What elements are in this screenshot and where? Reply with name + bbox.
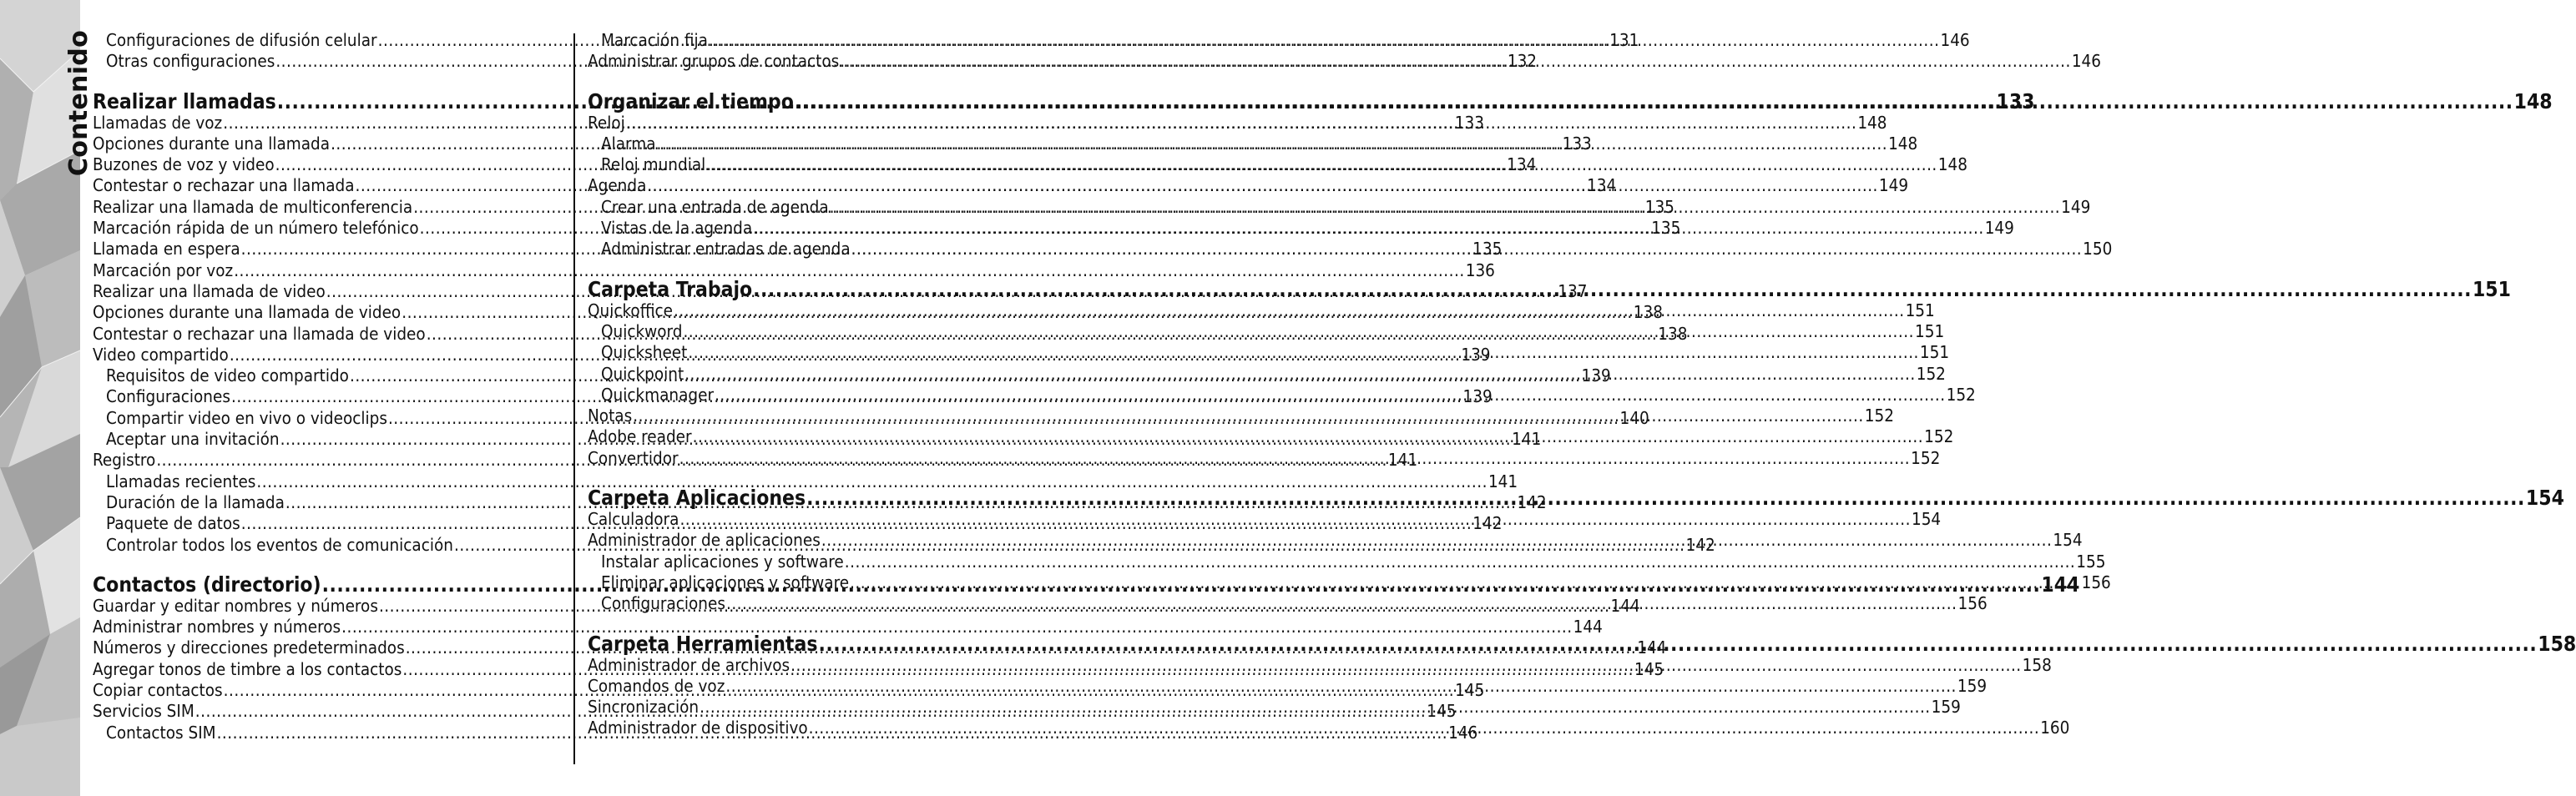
chapter-title: Contenido bbox=[64, 30, 93, 177]
toc-entry-page: 148 bbox=[1888, 133, 1918, 154]
toc-entry bbox=[93, 617, 1603, 637]
toc-entry-title: Carpeta Herramientas bbox=[588, 631, 818, 656]
toc-entry-page: 159 bbox=[1957, 675, 1988, 696]
toc-entry-title: Llamadas recientes bbox=[106, 471, 256, 491]
dot-leader bbox=[633, 406, 1864, 426]
toc-entry bbox=[93, 471, 1518, 492]
dot-leader bbox=[647, 175, 1878, 196]
toc-entry-title: Comandos de voz bbox=[588, 675, 725, 696]
toc-entry-page: 152 bbox=[1946, 384, 1976, 405]
toc-entry-title: Contactos SIM bbox=[106, 722, 216, 743]
toc-entry-page: 154 bbox=[2053, 530, 2083, 551]
toc-entry-page: 144 bbox=[1610, 595, 1640, 616]
dot-leader bbox=[683, 321, 1914, 342]
toc-entry-page: 149 bbox=[2061, 196, 2091, 217]
toc-entry-page: 141 bbox=[1512, 429, 1542, 450]
toc-entry-page: 138 bbox=[1658, 323, 1688, 344]
dot-leader bbox=[795, 88, 2513, 113]
toc-entry-page: 145 bbox=[1455, 680, 1485, 701]
toc-entry-title: Configuraciones bbox=[106, 386, 230, 407]
toc-entry-title: Contestar o rechazar una llamada de video bbox=[93, 323, 426, 344]
toc-entry-page: 133 bbox=[1454, 112, 1484, 133]
dot-leader bbox=[679, 448, 1911, 469]
dot-leader bbox=[626, 113, 1857, 134]
toc-entry-page: 148 bbox=[1857, 112, 1887, 133]
dot-leader bbox=[840, 51, 2071, 72]
toc-entry-title: Aceptar una invitación bbox=[106, 429, 280, 450]
toc-entry-title: Calculadora bbox=[588, 509, 679, 530]
toc-entry-title: Instalar aplicaciones y software bbox=[601, 551, 844, 572]
toc-entry-page: 150 bbox=[2083, 239, 2113, 259]
dot-leader bbox=[830, 197, 2061, 218]
dot-leader bbox=[790, 655, 2022, 676]
toc-entry-page: 145 bbox=[1634, 658, 1664, 679]
dot-leader bbox=[845, 552, 2076, 572]
dot-leader bbox=[821, 530, 2053, 551]
toc-entry-title: Vistas de la agenda bbox=[601, 218, 753, 239]
toc-entry-page: 133 bbox=[1996, 88, 2035, 113]
toc-entry-title: Marcación rápida de un número telefónico bbox=[93, 218, 419, 239]
toc-entry-title: Administrador de archivos bbox=[588, 654, 790, 675]
toc-entry-title: Configuraciones bbox=[601, 593, 725, 614]
toc-entry-title: Administrar entradas de agenda bbox=[601, 239, 851, 259]
toc-entry-page: 146 bbox=[2071, 51, 2102, 72]
toc-entry-title: Opciones durante una llamada bbox=[93, 133, 331, 154]
toc-entry-title: Video compartido bbox=[93, 344, 229, 365]
toc-entry-page: 154 bbox=[1911, 509, 1942, 530]
dot-leader bbox=[851, 239, 2083, 259]
dot-leader bbox=[657, 134, 1888, 154]
toc-entry-title: Guardar y editar nombres y números bbox=[93, 595, 378, 616]
toc-entry-page: 158 bbox=[2022, 654, 2052, 675]
toc-entry-title: Paquete de datos bbox=[106, 513, 240, 534]
dot-leader bbox=[715, 385, 1946, 406]
toc-entry-page: 145 bbox=[1427, 701, 1457, 722]
toc-entry-page: 142 bbox=[1472, 513, 1503, 534]
toc-entry-page: 135 bbox=[1472, 239, 1503, 259]
toc-entry-page: 140 bbox=[1619, 407, 1649, 428]
dot-leader bbox=[709, 30, 1940, 51]
dot-leader bbox=[700, 697, 1931, 718]
toc-entry-page: 138 bbox=[1633, 302, 1663, 323]
toc-entry-title: Quicksheet bbox=[601, 342, 688, 363]
toc-entry-title: Marcación fija bbox=[601, 30, 708, 50]
dot-leader bbox=[725, 676, 1957, 697]
toc-entry-page: 132 bbox=[1507, 51, 1538, 72]
toc-entry-title: Organizar el tiempo bbox=[588, 88, 794, 113]
dot-leader bbox=[726, 593, 1957, 614]
toc-entry-page: 151 bbox=[1914, 320, 1945, 341]
toc-entry-page: 156 bbox=[1957, 593, 1988, 614]
dot-leader bbox=[753, 279, 2472, 300]
toc-entry-title: Alarma bbox=[601, 133, 656, 154]
toc-entry-page: 149 bbox=[1878, 175, 1909, 196]
toc-entry-title: Buzones de voz y video bbox=[93, 154, 275, 175]
toc-entry-page: 154 bbox=[2525, 486, 2564, 511]
toc-entry-page: 136 bbox=[1465, 259, 1495, 280]
toc-entry-title: Llamadas de voz bbox=[93, 112, 223, 133]
toc-entry-title: Carpeta Trabajo bbox=[588, 276, 753, 301]
toc-entry-page: 142 bbox=[1517, 491, 1547, 512]
toc-entry-page: 152 bbox=[1916, 363, 1946, 384]
toc-entry-page: 146 bbox=[1940, 30, 1970, 50]
toc-entry-page: 152 bbox=[1864, 406, 1894, 426]
toc-entry-title: Configuraciones de difusión celular bbox=[106, 30, 377, 50]
toc-entry-title: Quickmanager bbox=[601, 384, 715, 405]
toc-entry-page: 151 bbox=[2472, 276, 2511, 301]
toc-entry-page: 151 bbox=[1905, 300, 1935, 320]
toc-entry-page: 134 bbox=[1507, 154, 1537, 175]
toc-entry-title: Registro bbox=[93, 450, 156, 471]
toc-entry-title: Agenda bbox=[588, 175, 647, 196]
toc-entry-page: 137 bbox=[1558, 280, 1588, 301]
toc-entry-page: 139 bbox=[1462, 386, 1493, 407]
toc-entry-title: Adobe reader bbox=[588, 426, 692, 447]
toc-entry-title: Sincronización bbox=[588, 697, 700, 718]
toc-entry-title: Marcación por voz bbox=[93, 259, 234, 280]
toc-entry-title: Realizar llamadas bbox=[93, 88, 276, 113]
toc-entry-title: Servicios SIM bbox=[93, 701, 194, 722]
toc-entry bbox=[93, 259, 1495, 281]
toc-entry-page: 159 bbox=[1931, 697, 1961, 718]
toc-entry-title: Notas bbox=[588, 406, 633, 426]
toc-entry-title: Contactos (directorio) bbox=[93, 572, 321, 597]
toc-entry bbox=[588, 551, 2106, 572]
chapter-sidebar bbox=[0, 0, 93, 796]
dot-leader bbox=[674, 300, 1905, 321]
toc-entry-page: 152 bbox=[1911, 447, 1941, 468]
toc-entry-page: 131 bbox=[1609, 30, 1639, 50]
toc-entry-title: Números y direcciones predeterminados bbox=[93, 637, 405, 658]
toc-entry-title: Requisitos de video compartido bbox=[106, 365, 349, 386]
dot-leader bbox=[809, 718, 2040, 738]
toc-entry-title: Compartir video en vivo o videoclips bbox=[106, 407, 387, 428]
toc-entry-page: 155 bbox=[2076, 551, 2106, 572]
toc-entry-page: 141 bbox=[1387, 450, 1418, 471]
toc-entry-page: 156 bbox=[2081, 572, 2111, 592]
toc-entry-page: 133 bbox=[1562, 133, 1592, 154]
toc-entry-title: Administrador de dispositivo bbox=[588, 718, 808, 738]
toc-entry-title: Duración de la llamada bbox=[106, 491, 285, 512]
toc-entry-title: Convertidor bbox=[588, 447, 679, 468]
dot-leader bbox=[679, 509, 1911, 530]
toc-entry-page: 148 bbox=[2513, 88, 2553, 113]
column-divider bbox=[573, 33, 575, 764]
toc-entry-page: 152 bbox=[1924, 426, 1954, 447]
dot-leader bbox=[693, 426, 1924, 447]
toc-entry-title: Realizar una llamada de multiconferencia bbox=[93, 196, 413, 217]
toc-entry-title: Contestar o rechazar una llamada bbox=[93, 175, 355, 196]
toc-entry-title: Eliminar aplicaciones y software bbox=[601, 572, 850, 592]
toc-entry-page: 144 bbox=[1573, 617, 1603, 637]
toc-entry-title: Quickoffice bbox=[588, 300, 674, 320]
toc-entry-page: 142 bbox=[1685, 534, 1715, 555]
toc-entry-title: Quickpoint bbox=[601, 363, 684, 384]
toc-entry-title: Copiar contactos bbox=[93, 680, 223, 701]
toc-entry-title: Reloj mundial bbox=[601, 154, 706, 175]
toc-entry-title: Controlar todos los eventos de comunicación bbox=[106, 534, 453, 555]
dot-leader bbox=[753, 218, 1984, 239]
toc-entry-page: 160 bbox=[2040, 718, 2070, 738]
dot-leader bbox=[850, 572, 2081, 593]
toc-entry-page: 146 bbox=[1448, 722, 1478, 743]
toc-entry-title: Administrar grupos de contactos bbox=[588, 51, 840, 72]
toc-entry-page: 134 bbox=[1587, 175, 1617, 196]
toc-entry-page: 149 bbox=[1984, 218, 2014, 239]
toc-entry-page: 144 bbox=[1637, 637, 1667, 658]
toc-entry-page: 139 bbox=[1581, 365, 1611, 386]
toc-entry-title: Otras configuraciones bbox=[106, 51, 275, 72]
toc-entry-page: 135 bbox=[1644, 196, 1674, 217]
toc-entry-title: Llamada en espera bbox=[93, 239, 240, 259]
toc-entry-page: 141 bbox=[1488, 471, 1518, 491]
toc-entry-title: Crear una entrada de agenda bbox=[601, 196, 829, 217]
toc-entry-page: 144 bbox=[2041, 572, 2080, 597]
toc-entry-title: Administrador de aplicaciones bbox=[588, 530, 821, 551]
toc-entry-title: Quickword bbox=[601, 320, 683, 341]
dot-leader bbox=[818, 633, 2537, 655]
toc-entry-page: 151 bbox=[1919, 342, 1950, 363]
toc-entry-title: Agregar tonos de timbre a los contactos bbox=[93, 658, 402, 679]
dot-leader bbox=[684, 364, 1916, 385]
toc-entry-page: 135 bbox=[1651, 218, 1681, 239]
toc-entry-title: Opciones durante una llamada de video bbox=[93, 302, 402, 323]
toc-entry-title: Administrar nombres y números bbox=[93, 617, 341, 637]
dot-leader bbox=[806, 487, 2525, 509]
toc-entry-page: 139 bbox=[1461, 344, 1491, 365]
toc-entry-page: 148 bbox=[1937, 154, 1967, 175]
dot-leader bbox=[688, 342, 1919, 363]
toc-entry-title: Carpeta Aplicaciones bbox=[588, 486, 806, 511]
toc-entry-title: Reloj bbox=[588, 112, 625, 133]
toc-entry-title: Realizar una llamada de video bbox=[93, 280, 326, 301]
toc-entry-page: 158 bbox=[2538, 631, 2576, 656]
dot-leader bbox=[706, 154, 1937, 175]
